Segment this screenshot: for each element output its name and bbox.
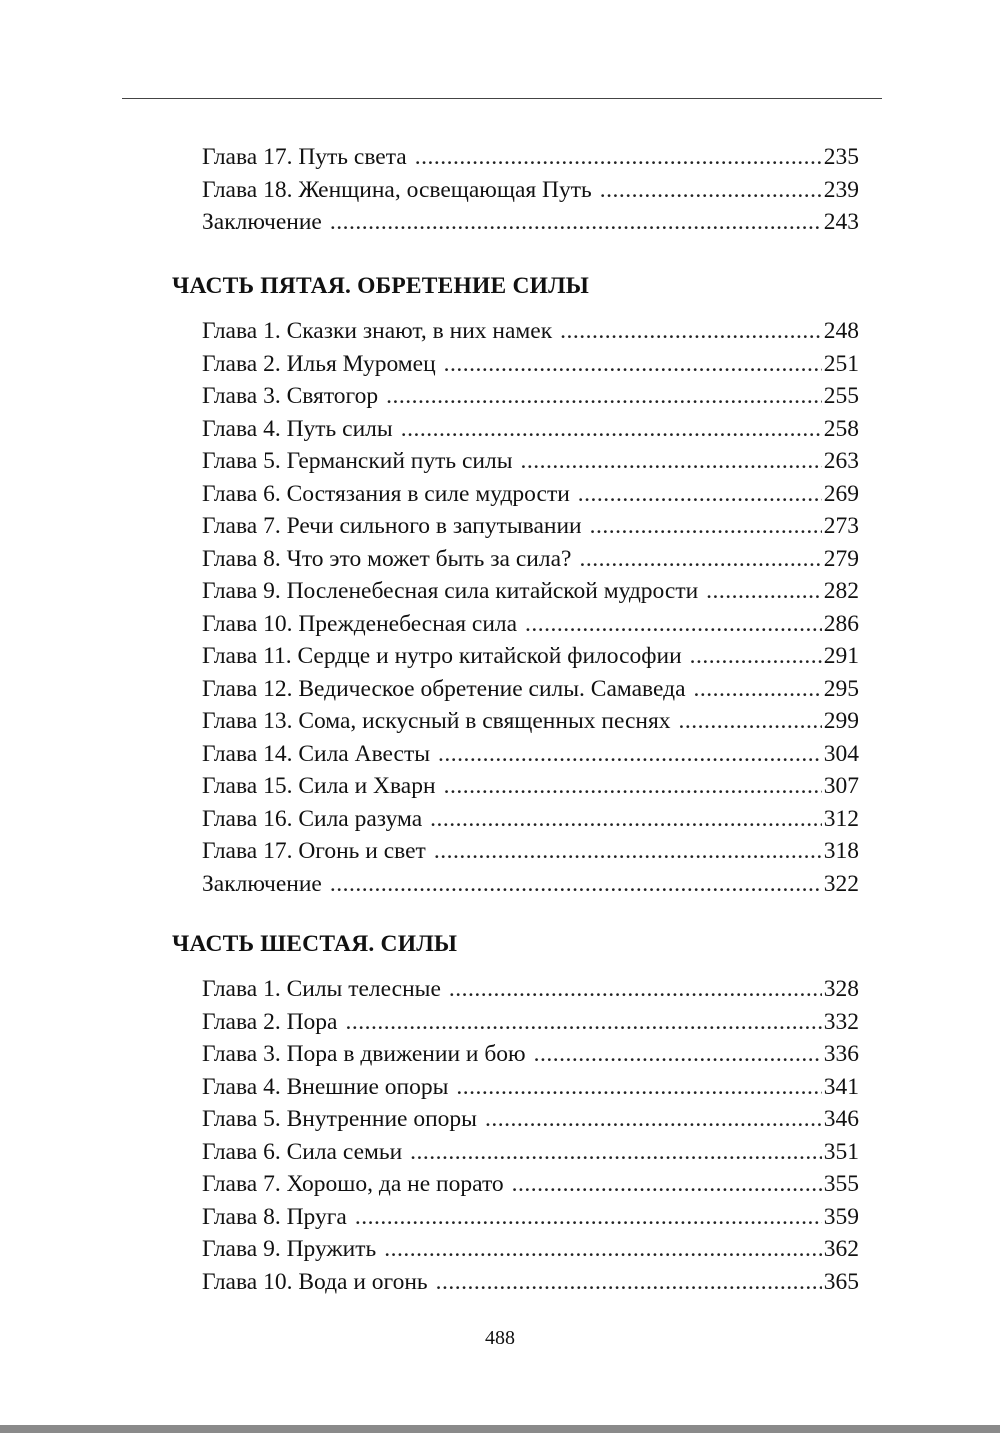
toc-entry (202, 348, 859, 381)
toc-entry (202, 445, 859, 478)
toc-entry (202, 705, 859, 738)
toc-entry-page: 291 (823, 643, 859, 669)
toc-entry-title: Глава 18. Женщина, освещающая Путь (202, 176, 592, 203)
page-number: 488 (485, 1327, 515, 1349)
toc-entry-title: Глава 7. Хорошо, да не порато (202, 1171, 504, 1197)
toc-entry-title: Глава 8. Пруга (202, 1203, 347, 1230)
toc-entry-page: 351 (823, 1138, 859, 1165)
toc-entry-page: 328 (823, 976, 859, 1002)
toc-dot-leader (386, 380, 822, 413)
toc-dot-leader (579, 543, 821, 576)
toc-entry-page: 273 (823, 513, 859, 539)
toc-entry-title: Глава 17. Путь света (202, 144, 407, 170)
toc-dot-leader (485, 1103, 822, 1136)
toc-dot-leader (590, 510, 822, 543)
toc-entry-title: Глава 3. Пора в движении и бою (202, 1041, 526, 1067)
part-heading: ЧАСТЬ ШЕСТАЯ. СИЛЫ (172, 931, 458, 957)
toc-entry (202, 1038, 859, 1071)
toc-entry-page: 263 (823, 448, 859, 474)
toc-entry (202, 413, 859, 446)
toc-entry (202, 1168, 859, 1201)
toc-dot-leader (410, 1136, 822, 1169)
toc-entry-title: Глава 1. Силы телесные (202, 976, 441, 1002)
toc-entry (202, 575, 859, 608)
toc-dot-leader (430, 803, 822, 836)
toc-entry (202, 1266, 859, 1299)
toc-entry-page: 355 (823, 1171, 859, 1197)
toc-entry-page: 359 (823, 1203, 859, 1230)
toc-entry (202, 478, 859, 511)
toc-entry-page: 332 (823, 1008, 859, 1035)
toc-entry-page: 269 (823, 480, 859, 507)
toc-dot-leader (690, 640, 822, 673)
toc-entry-page: 279 (823, 545, 859, 572)
toc-dot-leader (384, 1233, 822, 1266)
toc-dot-leader (694, 673, 822, 706)
toc-entry-title: Глава 8. Что это может быть за сила? (202, 545, 572, 572)
toc-dot-leader (600, 174, 822, 207)
toc-entry-page: 299 (823, 708, 859, 734)
toc-entry-title: Глава 6. Сила семьи (202, 1138, 403, 1165)
toc-entry (202, 803, 859, 836)
toc-entry-title: Заключение (202, 209, 322, 235)
toc-entry (202, 206, 859, 239)
toc-dot-leader (330, 206, 822, 239)
toc-section-part-six (0, 973, 1000, 1298)
toc-dot-leader (456, 1071, 821, 1104)
toc-entry-title: Глава 11. Сердце и нутро китайской философии (202, 643, 682, 669)
toc-entry (202, 640, 859, 673)
toc-dot-leader (679, 705, 822, 738)
toc-dot-leader (415, 141, 822, 174)
toc-entry-page: 295 (823, 675, 859, 702)
toc-entry-page: 346 (823, 1106, 859, 1132)
toc-dot-leader (330, 868, 822, 901)
toc-entry (202, 380, 859, 413)
toc-entry-page: 239 (823, 176, 859, 203)
toc-dot-leader (521, 445, 822, 478)
toc-dot-leader (355, 1201, 822, 1234)
toc-entry-page: 312 (823, 805, 859, 832)
toc-entry (202, 1103, 859, 1136)
toc-dot-leader (444, 770, 822, 803)
toc-entry-page: 248 (823, 318, 859, 344)
toc-entry-page: 365 (823, 1268, 859, 1295)
toc-entry (202, 835, 859, 868)
toc-entry (202, 1201, 859, 1234)
toc-entry-page: 258 (823, 415, 859, 442)
toc-entry (202, 868, 859, 901)
toc-entry (202, 543, 859, 576)
toc-entry (202, 673, 859, 706)
toc-dot-leader (345, 1006, 821, 1039)
toc-entry (202, 1071, 859, 1104)
toc-entry (202, 510, 859, 543)
toc-entry-page: 336 (823, 1041, 859, 1067)
toc-entry (202, 174, 859, 207)
toc-dot-leader (449, 973, 822, 1006)
toc-entry-page: 286 (823, 610, 859, 637)
toc-entry (202, 1006, 859, 1039)
toc-entry-page: 235 (823, 144, 859, 170)
toc-entry (202, 973, 859, 1006)
toc-entry-title: Глава 9. Пружить (202, 1236, 377, 1262)
toc-entry-title: Глава 15. Сила и Хварн (202, 773, 436, 799)
toc-entry-title: Заключение (202, 870, 322, 897)
viewer-bottom-bar (0, 1425, 1000, 1433)
toc-dot-leader (436, 1266, 822, 1299)
toc-dot-leader (444, 348, 822, 381)
toc-entry-title: Глава 9. Посленебесная сила китайской мудрости (202, 578, 699, 604)
toc-entry-page: 341 (823, 1073, 859, 1100)
toc-entry (202, 770, 859, 803)
toc-entry-title: Глава 12. Ведическое обретение силы. Самаведа (202, 675, 686, 702)
toc-entry-page: 362 (823, 1236, 859, 1262)
toc-entry-title: Глава 16. Сила разума (202, 805, 423, 832)
toc-entry (202, 608, 859, 641)
toc-entry-title: Глава 4. Путь силы (202, 415, 393, 442)
toc-dot-leader (401, 413, 822, 446)
toc-entry-title: Глава 10. Вода и огонь (202, 1268, 428, 1295)
toc-entry-page: 304 (823, 740, 859, 767)
toc-entry-page: 251 (823, 350, 859, 377)
toc-dot-leader (578, 478, 822, 511)
toc-entry (202, 1233, 859, 1266)
toc-dot-leader (560, 315, 822, 348)
toc-dot-leader (438, 738, 822, 771)
toc-entry-title: Глава 13. Сома, искусный в священных песнях (202, 708, 671, 734)
toc-entry-title: Глава 4. Внешние опоры (202, 1073, 449, 1100)
toc-entry (202, 1136, 859, 1169)
toc-entry-title: Глава 5. Германский путь силы (202, 448, 513, 474)
toc-entry-page: 243 (823, 209, 859, 235)
toc-entry-title: Глава 10. Прежденебесная сила (202, 610, 518, 637)
toc-entry-title: Глава 7. Речи сильного в запутывании (202, 513, 582, 539)
toc-dot-leader (512, 1168, 822, 1201)
toc-entry (202, 141, 859, 174)
toc-dot-leader (706, 575, 822, 608)
toc-entry (202, 738, 859, 771)
toc-section-part-five (0, 315, 1000, 900)
toc-dot-leader (525, 608, 822, 641)
toc-entry-title: Глава 1. Сказки знают, в них намек (202, 318, 553, 344)
toc-entry-title: Глава 2. Илья Муромец (202, 350, 436, 377)
toc-entry-page: 282 (823, 578, 859, 604)
toc-entry-page: 322 (823, 870, 859, 897)
toc-dot-leader (434, 835, 822, 868)
toc-entry-title: Глава 2. Пора (202, 1008, 338, 1035)
toc-entry-title: Глава 3. Святогор (202, 383, 379, 409)
toc-entry-title: Глава 6. Состязания в силе мудрости (202, 480, 570, 507)
toc-entry-title: Глава 5. Внутренние опоры (202, 1106, 477, 1132)
header-rule (122, 98, 882, 99)
toc-entry-page: 255 (823, 383, 859, 409)
toc-entry-title: Глава 14. Сила Авесты (202, 740, 431, 767)
toc-section-continuation (0, 141, 1000, 239)
toc-dot-leader (534, 1038, 822, 1071)
toc-entry-page: 307 (823, 773, 859, 799)
toc-entry-title: Глава 17. Огонь и свет (202, 838, 426, 864)
toc-entry-page: 318 (823, 838, 859, 864)
part-heading: ЧАСТЬ ПЯТАЯ. ОБРЕТЕНИЕ СИЛЫ (172, 273, 590, 299)
toc-entry (202, 315, 859, 348)
